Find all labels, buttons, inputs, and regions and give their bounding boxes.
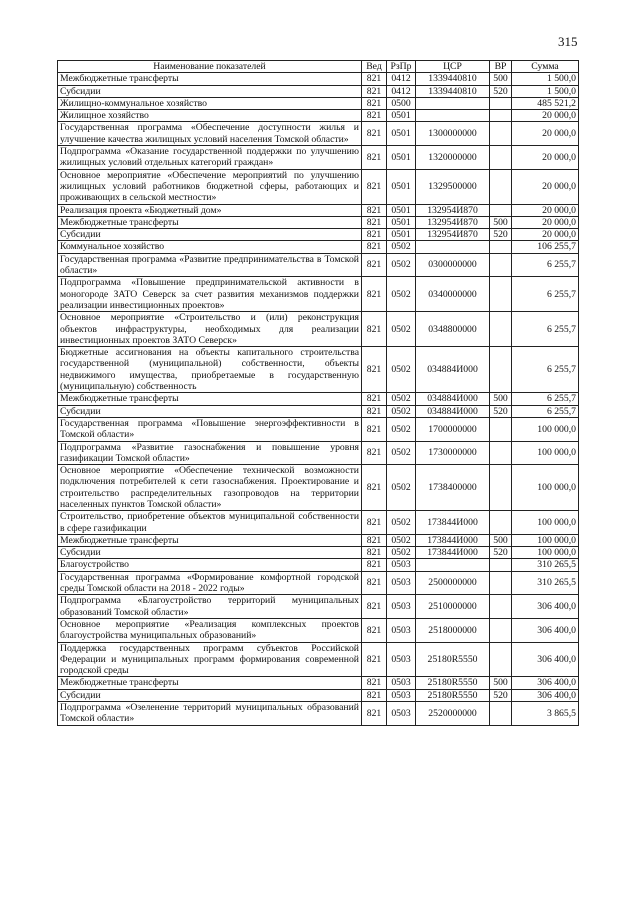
cell-vr: 520 [490, 405, 512, 417]
cell-rzpr: 0502 [387, 441, 416, 465]
cell-ved: 821 [362, 229, 387, 241]
cell-rzpr: 0501 [387, 216, 416, 228]
cell-ved: 821 [362, 97, 387, 109]
cell-name: Субсидии [58, 405, 362, 417]
table-row [58, 465, 579, 511]
table-row [58, 277, 579, 312]
table-row [58, 441, 579, 465]
table-row [58, 547, 579, 559]
cell-vr: 520 [490, 85, 512, 97]
cell-ved: 821 [362, 677, 387, 689]
table-row [58, 216, 579, 228]
cell-vr: 500 [490, 677, 512, 689]
cell-sum: 6 255,7 [512, 312, 579, 347]
cell-rzpr: 0501 [387, 169, 416, 204]
cell-vr [490, 347, 512, 393]
cell-csr [416, 110, 490, 122]
table-row [58, 642, 579, 677]
cell-sum: 100 000,0 [512, 465, 579, 511]
cell-ved: 821 [362, 393, 387, 405]
table-row [58, 97, 579, 109]
cell-ved: 821 [362, 169, 387, 204]
cell-rzpr: 0502 [387, 511, 416, 535]
cell-sum: 310 265,5 [512, 571, 579, 595]
cell-ved: 821 [362, 559, 387, 571]
cell-rzpr: 0503 [387, 677, 416, 689]
cell-vr [490, 441, 512, 465]
cell-vr [490, 465, 512, 511]
cell-ved: 821 [362, 702, 387, 726]
table-row [58, 571, 579, 595]
cell-rzpr: 0503 [387, 595, 416, 619]
cell-csr: 173844И000 [416, 547, 490, 559]
cell-sum: 3 865,5 [512, 702, 579, 726]
cell-csr: 034884И000 [416, 393, 490, 405]
cell-csr: 1700000000 [416, 417, 490, 441]
table-row [58, 229, 579, 241]
cell-sum: 100 000,0 [512, 417, 579, 441]
cell-ved: 821 [362, 618, 387, 642]
cell-sum: 6 255,7 [512, 253, 579, 277]
cell-csr: 25180R5550 [416, 642, 490, 677]
cell-csr: 25180R5550 [416, 689, 490, 701]
cell-vr [490, 571, 512, 595]
cell-name: Основное мероприятие «Обеспечение технической возможности подключения потребителей к сети газоснабжения. Проектирование и строительство распределительных газопроводов на территории населенных пунктов Томской области» [58, 465, 362, 511]
cell-rzpr: 0503 [387, 642, 416, 677]
cell-ved: 821 [362, 204, 387, 216]
table-row [58, 702, 579, 726]
cell-vr [490, 511, 512, 535]
cell-vr [490, 618, 512, 642]
cell-rzpr: 0501 [387, 122, 416, 146]
cell-ved: 821 [362, 534, 387, 546]
cell-rzpr: 0412 [387, 73, 416, 85]
cell-ved: 821 [362, 571, 387, 595]
cell-ved: 821 [362, 347, 387, 393]
cell-rzpr: 0412 [387, 85, 416, 97]
cell-sum: 310 265,5 [512, 559, 579, 571]
cell-name: Коммунальное хозяйство [58, 241, 362, 253]
cell-vr: 520 [490, 229, 512, 241]
cell-sum: 20 000,0 [512, 146, 579, 170]
cell-ved: 821 [362, 312, 387, 347]
cell-vr [490, 204, 512, 216]
cell-csr: 034884И000 [416, 405, 490, 417]
cell-vr: 500 [490, 393, 512, 405]
cell-vr [490, 277, 512, 312]
header-ved: Вед [362, 61, 387, 73]
table-row [58, 534, 579, 546]
cell-rzpr: 0503 [387, 571, 416, 595]
table-row [58, 253, 579, 277]
cell-vr: 520 [490, 547, 512, 559]
cell-sum: 306 400,0 [512, 677, 579, 689]
cell-vr [490, 595, 512, 619]
cell-sum: 20 000,0 [512, 216, 579, 228]
cell-csr: 132954И870 [416, 229, 490, 241]
cell-csr: 2518000000 [416, 618, 490, 642]
table-row [58, 110, 579, 122]
budget-table [57, 60, 579, 726]
cell-vr: 500 [490, 216, 512, 228]
cell-rzpr: 0502 [387, 393, 416, 405]
cell-csr: 25180R5550 [416, 677, 490, 689]
cell-sum: 306 400,0 [512, 642, 579, 677]
cell-vr [490, 312, 512, 347]
cell-sum: 6 255,7 [512, 347, 579, 393]
cell-csr: 2520000000 [416, 702, 490, 726]
cell-rzpr: 0502 [387, 347, 416, 393]
cell-csr: 173844И000 [416, 534, 490, 546]
table-row [58, 241, 579, 253]
cell-name: Субсидии [58, 689, 362, 701]
cell-ved: 821 [362, 146, 387, 170]
cell-name: Межбюджетные трансферты [58, 393, 362, 405]
cell-csr [416, 559, 490, 571]
cell-vr [490, 122, 512, 146]
cell-name: Подпрограмма «Повышение предпринимательской активности в моногороде ЗАТО Северск за счет развития механизмов поддержки реализации инвестиционных проектов» [58, 277, 362, 312]
cell-sum: 306 400,0 [512, 618, 579, 642]
cell-rzpr: 0501 [387, 204, 416, 216]
cell-name: Бюджетные ассигнования на объекты капитального строительства государственной (муниципальной) собственности, объекты недвижимого имущества, приобретаемые в государственную (муниципальную) собственность [58, 347, 362, 393]
table-row [58, 511, 579, 535]
cell-rzpr: 0502 [387, 405, 416, 417]
cell-name: Субсидии [58, 85, 362, 97]
cell-name: Подпрограмма «Развитие газоснабжения и повышение уровня газификации Томской области» [58, 441, 362, 465]
cell-sum: 100 000,0 [512, 534, 579, 546]
cell-name: Реализация проекта «Бюджетный дом» [58, 204, 362, 216]
cell-csr: 173844И000 [416, 511, 490, 535]
cell-vr [490, 253, 512, 277]
cell-ved: 821 [362, 595, 387, 619]
table-row [58, 122, 579, 146]
table-row [58, 169, 579, 204]
table-row [58, 393, 579, 405]
cell-sum: 6 255,7 [512, 393, 579, 405]
cell-ved: 821 [362, 642, 387, 677]
cell-ved: 821 [362, 216, 387, 228]
cell-rzpr: 0502 [387, 417, 416, 441]
cell-name: Основное мероприятие «Строительство и (или) реконструкция объектов инфраструктуры, необходимых для реализации инвестиционных проектов ЗАТО Северск» [58, 312, 362, 347]
cell-sum: 1 500,0 [512, 73, 579, 85]
cell-sum: 20 000,0 [512, 204, 579, 216]
cell-csr: 034884И000 [416, 347, 490, 393]
table-row [58, 417, 579, 441]
header-name: Наименование показателей [58, 61, 362, 73]
table-row [58, 405, 579, 417]
cell-rzpr: 0501 [387, 229, 416, 241]
cell-csr: 132954И870 [416, 204, 490, 216]
cell-rzpr: 0502 [387, 312, 416, 347]
cell-ved: 821 [362, 277, 387, 312]
cell-name: Подпрограмма «Оказание государственной поддержки по улучшению жилищных условий отдельных категорий граждан» [58, 146, 362, 170]
cell-csr: 1329500000 [416, 169, 490, 204]
table-header-row [58, 61, 579, 73]
cell-vr [490, 559, 512, 571]
cell-rzpr: 0503 [387, 689, 416, 701]
cell-rzpr: 0502 [387, 241, 416, 253]
cell-ved: 821 [362, 110, 387, 122]
cell-sum: 6 255,7 [512, 405, 579, 417]
header-rzpr: РзПр [387, 61, 416, 73]
cell-ved: 821 [362, 689, 387, 701]
table-row [58, 559, 579, 571]
cell-ved: 821 [362, 511, 387, 535]
cell-name: Жилищное хозяйство [58, 110, 362, 122]
header-sum: Сумма [512, 61, 579, 73]
cell-ved: 821 [362, 441, 387, 465]
cell-ved: 821 [362, 85, 387, 97]
cell-sum: 485 521,2 [512, 97, 579, 109]
cell-rzpr: 0502 [387, 465, 416, 511]
cell-csr: 1738400000 [416, 465, 490, 511]
cell-name: Государственная программа «Обеспечение доступности жилья и улучшение качества жилищных условий населения Томской области» [58, 122, 362, 146]
cell-ved: 821 [362, 253, 387, 277]
table-row [58, 677, 579, 689]
cell-vr: 520 [490, 689, 512, 701]
cell-name: Подпрограмма «Благоустройство территорий муниципальных образований Томской области» [58, 595, 362, 619]
cell-csr: 1339440810 [416, 85, 490, 97]
table-row [58, 689, 579, 701]
cell-ved: 821 [362, 405, 387, 417]
table-row [58, 85, 579, 97]
cell-ved: 821 [362, 122, 387, 146]
page-number: 315 [558, 34, 578, 49]
table-row [58, 618, 579, 642]
table-row [58, 312, 579, 347]
cell-name: Государственная программа «Развитие предпринимательства в Томской области» [58, 253, 362, 277]
cell-vr [490, 702, 512, 726]
cell-name: Межбюджетные трансферты [58, 216, 362, 228]
cell-name: Субсидии [58, 547, 362, 559]
cell-name: Благоустройство [58, 559, 362, 571]
cell-vr: 500 [490, 534, 512, 546]
cell-csr [416, 97, 490, 109]
table-row [58, 347, 579, 393]
cell-csr [416, 241, 490, 253]
table-row [58, 73, 579, 85]
cell-sum: 306 400,0 [512, 689, 579, 701]
cell-name: Межбюджетные трансферты [58, 677, 362, 689]
cell-csr: 1320000000 [416, 146, 490, 170]
cell-name: Строительство, приобретение объектов муниципальной собственности в сфере газификации [58, 511, 362, 535]
cell-vr [490, 642, 512, 677]
cell-csr: 0340000000 [416, 277, 490, 312]
cell-csr: 1730000000 [416, 441, 490, 465]
cell-csr: 132954И870 [416, 216, 490, 228]
cell-name: Основное мероприятие «Реализация комплексных проектов благоустройства муниципальных образований» [58, 618, 362, 642]
table-row [58, 204, 579, 216]
cell-sum: 6 255,7 [512, 277, 579, 312]
cell-csr: 2500000000 [416, 571, 490, 595]
cell-rzpr: 0503 [387, 702, 416, 726]
cell-sum: 100 000,0 [512, 511, 579, 535]
cell-rzpr: 0501 [387, 110, 416, 122]
header-csr: ЦСР [416, 61, 490, 73]
cell-sum: 100 000,0 [512, 547, 579, 559]
cell-ved: 821 [362, 417, 387, 441]
cell-ved: 821 [362, 547, 387, 559]
cell-vr: 500 [490, 73, 512, 85]
cell-name: Основное мероприятие «Обеспечение мероприятий по улучшению жилищных условий работников бюджетной сферы, работающих и проживающих в сельской местности» [58, 169, 362, 204]
cell-ved: 821 [362, 241, 387, 253]
cell-vr [490, 110, 512, 122]
cell-name: Жилищно-коммунальное хозяйство [58, 97, 362, 109]
cell-rzpr: 0500 [387, 97, 416, 109]
cell-sum: 20 000,0 [512, 169, 579, 204]
cell-vr [490, 169, 512, 204]
cell-csr: 0348800000 [416, 312, 490, 347]
cell-rzpr: 0502 [387, 277, 416, 312]
cell-ved: 821 [362, 73, 387, 85]
cell-sum: 20 000,0 [512, 229, 579, 241]
cell-rzpr: 0502 [387, 253, 416, 277]
cell-vr [490, 146, 512, 170]
cell-sum: 20 000,0 [512, 122, 579, 146]
cell-name: Межбюджетные трансферты [58, 534, 362, 546]
table-row [58, 595, 579, 619]
cell-sum: 306 400,0 [512, 595, 579, 619]
cell-csr: 1339440810 [416, 73, 490, 85]
cell-rzpr: 0503 [387, 559, 416, 571]
header-vr: ВР [490, 61, 512, 73]
cell-rzpr: 0501 [387, 146, 416, 170]
cell-name: Поддержка государственных программ субъектов Российской Федерации и муниципальных программ формирования современной городской среды [58, 642, 362, 677]
cell-csr: 1300000000 [416, 122, 490, 146]
table-row [58, 146, 579, 170]
cell-name: Субсидии [58, 229, 362, 241]
cell-csr: 2510000000 [416, 595, 490, 619]
cell-ved: 821 [362, 465, 387, 511]
cell-csr: 0300000000 [416, 253, 490, 277]
cell-sum: 100 000,0 [512, 441, 579, 465]
cell-vr [490, 417, 512, 441]
cell-sum: 106 255,7 [512, 241, 579, 253]
cell-rzpr: 0502 [387, 547, 416, 559]
cell-rzpr: 0503 [387, 618, 416, 642]
cell-sum: 1 500,0 [512, 85, 579, 97]
cell-sum: 20 000,0 [512, 110, 579, 122]
cell-rzpr: 0502 [387, 534, 416, 546]
cell-name: Подпрограмма «Озеленение территорий муниципальных образований Томской области» [58, 702, 362, 726]
cell-vr [490, 241, 512, 253]
cell-name: Государственная программа «Формирование комфортной городской среды Томской области на 2018 - 2022 годы» [58, 571, 362, 595]
cell-name: Государственная программа «Повышение энергоэффективности в Томской области» [58, 417, 362, 441]
cell-vr [490, 97, 512, 109]
cell-name: Межбюджетные трансферты [58, 73, 362, 85]
